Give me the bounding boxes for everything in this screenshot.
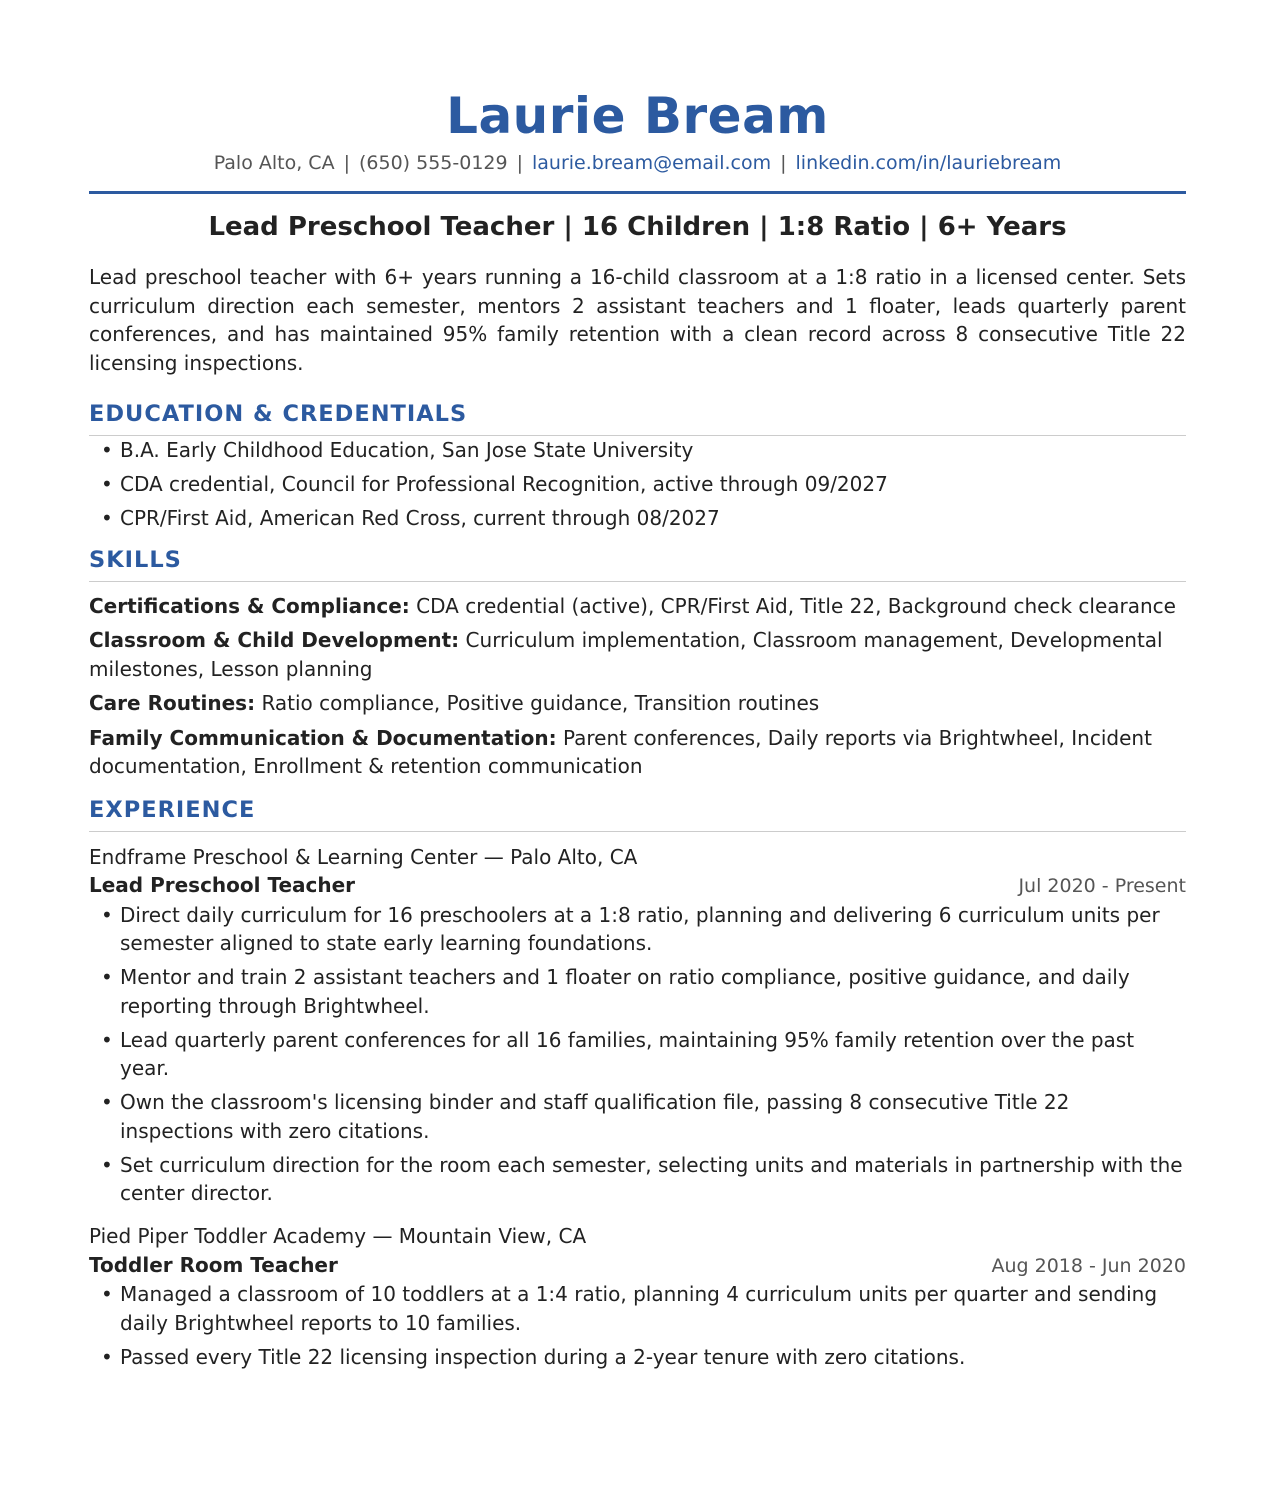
linkedin-link[interactable]: linkedin.com/in/lauriebream [795,152,1062,174]
job-role-row [89,1251,1186,1281]
job-entry [89,1222,1186,1371]
list-item [89,470,1186,499]
education-list [89,436,1186,532]
job-title: Toddler Room Teacher [89,1252,338,1277]
candidate-name: Laurie Bream [446,87,829,145]
skills-list [89,592,1186,781]
bullet-icon: • [101,506,113,531]
list-item [89,1088,1186,1145]
list-item-text: CDA credential, Council for Professional Recognition, active through 09/2027 [120,472,888,497]
list-item-text: Managed a classroom of 10 toddlers at a 1:4 ratio, planning 4 curriculum units per quarter and sending daily Brightwheel reports to 10 families. [120,1282,1158,1335]
section-divider [89,581,1186,582]
section-title-experience: EXPERIENCE [89,796,256,823]
bullet-icon: • [101,1090,113,1115]
list-item-text: Own the classroom's licensing binder and staff qualification file, passing 8 consecutive Title 22 inspections with zero citations. [120,1090,1070,1143]
bullet-icon: • [101,1344,113,1369]
list-item [89,1343,1186,1372]
skill-items: Ratio compliance, Positive guidance, Transition routines [261,691,820,716]
job-company: Pied Piper Toddler Academy — Mountain View, CA [89,1224,587,1249]
email-link[interactable]: laurie.bream@email.com [532,152,772,174]
section-divider [89,831,1186,832]
bullet-icon: • [101,1027,113,1052]
skill-category: Certifications & Compliance: [89,593,410,618]
contact-line [89,150,1186,176]
list-item [89,1151,1186,1208]
bullet-icon: • [101,965,113,990]
list-item-text: B.A. Early Childhood Education, San Jose State University [120,438,694,463]
job-role-row [89,871,1186,901]
list-item [89,963,1186,1020]
list-item [89,1280,1186,1337]
list-item-text: Lead quarterly parent conferences for all 16 families, maintaining 95% family retention over the past year. [120,1027,1135,1081]
bullet-icon: • [101,1282,113,1307]
job-title: Lead Preschool Teacher [89,873,356,898]
skill-category: Family Communication & Documentation: [89,725,557,750]
skill-category: Classroom & Child Development: [89,628,460,653]
headline: Lead Preschool Teacher | 16 Children | 1:8 Ratio | 6+ Years [208,212,1067,242]
skill-row [89,626,1186,683]
list-item-text: Direct daily curriculum for 16 preschoolers at a 1:8 ratio, planning and delivering 6 curriculum units per semester aligned to state early learning foundations. [120,902,1160,956]
list-item-text: CPR/First Aid, American Red Cross, current through 08/2027 [120,506,720,531]
list-item [89,1026,1186,1083]
bullet-icon: • [101,1152,113,1177]
bullet-icon: • [101,902,113,927]
skill-row [89,724,1186,781]
section-title-skills: SKILLS [89,546,182,573]
skill-items: Parent conferences, Daily reports via Brightwheel, Incident documentation, Enrollment & retention communication [89,725,1152,779]
list-item [89,504,1186,533]
job-dates: Aug 2018 - Jun 2020 [991,1254,1186,1277]
list-item [89,436,1186,465]
job-bullets [89,901,1186,1208]
job-dates: Jul 2020 - Present [1018,875,1186,898]
job-company: Endframe Preschool & Learning Center — Palo Alto, CA [89,844,638,869]
list-item [89,901,1186,958]
contact-separator: | [343,152,350,174]
list-item-text: Mentor and train 2 assistant teachers and 1 floater on ratio compliance, positive guidance, and daily reporting through Brightwheel. [120,965,1130,1018]
list-item-text: Passed every Title 22 licensing inspection during a 2-year tenure with zero citations. [120,1344,966,1369]
bullet-icon: • [101,438,113,463]
skill-category: Care Routines: [89,691,256,716]
bullet-icon: • [101,472,113,497]
contact-separator: | [516,152,523,174]
job-entry [89,843,1186,1208]
job-bullets [89,1280,1186,1371]
skill-items: CDA credential (active), CPR/First Aid, Title 22, Background check clearance [416,593,1176,618]
skill-row [89,689,1186,718]
list-item-text: Set curriculum direction for the room each semester, selecting units and materials in partnership with the center director. [120,1152,1183,1206]
skill-row [89,592,1186,621]
skill-items: Curriculum implementation, Classroom management, Developmental milestones, Lesson planning [89,628,1163,681]
summary: Lead preschool teacher with 6+ years running a 16-child classroom at a 1:8 ratio in a licensed center. Sets curriculum direction each semester, mentors 2 assistant teachers and 1 floater, leads quarterly parent conferences, and has maintained 95% family retention with a clean record across 8 consecutive Title 22 licensing inspections. [89,265,1186,375]
section-title-education: EDUCATION & CREDENTIALS [89,401,468,428]
phone: (650) 555-0129 [358,152,508,174]
contact-separator: | [780,152,787,174]
header-divider [89,191,1186,194]
location: Palo Alto, CA [213,152,335,174]
